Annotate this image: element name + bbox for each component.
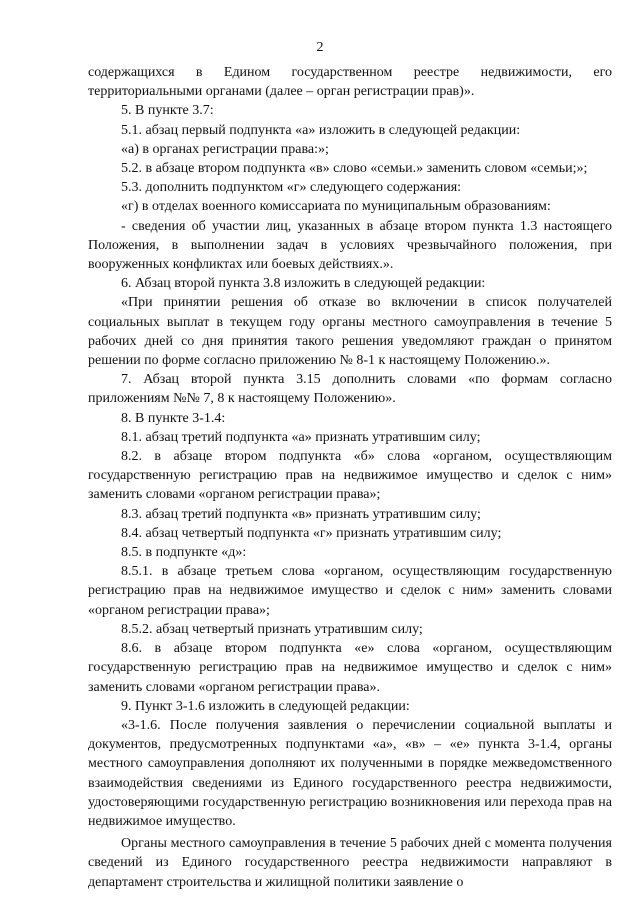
paragraph: 9. Пункт 3-1.6 изложить в следующей редакции:	[121, 698, 410, 714]
paragraph: «г) в отделах военного комиссариата по муниципальным образованиям:	[121, 199, 551, 215]
paragraph: 5.2. в абзаце втором подпункта «в» слово «семьи.» заменить словом «семьи;»;	[121, 161, 588, 177]
paragraph: 8. В пункте 3-1.4:	[121, 410, 226, 426]
paragraph: Органы местного самоуправления в течение 5 рабочих дней с момента получения сведений из Единого государственного реестра недвижимости направляют в департамент строительства и жилищной политики заявление о	[88, 836, 612, 890]
paragraph: 8.3. абзац третий подпункта «в» признать утратившим силу;	[121, 506, 481, 522]
paragraph: 6. Абзац второй пункта 3.8 изложить в следующей редакции:	[121, 276, 486, 292]
paragraph: содержащихся в Едином государственном реестре недвижимости, его территориальными органами (далее – орган регистрации прав)».	[88, 65, 612, 100]
paragraph: «а) в органах регистрации права:»;	[121, 141, 329, 157]
paragraph: 8.5.2. абзац четвертый признать утратившим силу;	[121, 621, 423, 637]
paragraph: 5. В пункте 3.7:	[121, 103, 214, 119]
paragraph: 8.5. в подпункте «д»:	[121, 545, 247, 561]
paragraph: 5.3. дополнить подпунктом «г» следующего содержания:	[121, 180, 462, 196]
paragraph: «При принятии решения об отказе во включении в список получателей социальных выплат в текущем году органы местного самоуправления в течение 5 рабочих дней со дня принятия такого решения уведомляют граждан о принятом решении по форме согласно приложению № 8-1 к настоящему Положению.».	[88, 295, 612, 369]
paragraph: 5.1. абзац первый подпункта «а» изложить в следующей редакции:	[121, 122, 521, 138]
paragraph: «3-1.6. После получения заявления о перечислении социальной выплаты и документов, предусмотренных подпунктами «а», «в» – «е» пункта 3-1.4, органы местного самоуправления дополняют их полученными в порядке межведомственного взаимодействия сведениями из Единого государственного реестра недвижимости, удостоверяющими государственную регистрацию возникновения или перехода прав на недвижимое имущество.	[88, 717, 612, 829]
paragraph: 8.4. абзац четвертый подпункта «г» признать утратившим силу;	[121, 525, 502, 541]
page-number: 2	[316, 40, 324, 55]
paragraph: 7. Абзац второй пункта 3.15 дополнить словами «по формам согласно приложениям №№ 7, 8 к настоящему Положению».	[88, 372, 612, 407]
paragraph: 8.5.1. в абзаце третьем слова «органом, осуществляющим государственную регистрацию прав на недвижимое имущество и сделок с ним» заменить словами «органом регистрации права»;	[88, 564, 612, 618]
document-body	[88, 63, 612, 892]
paragraph: 8.6. в абзаце втором подпункта «е» слова «органом, осуществляющим государственную регистрацию прав на недвижимое имущество и сделок с ним» заменить словами «органом регистрации права».	[88, 641, 612, 695]
paragraph: 8.2. в абзаце втором подпункта «б» слова «органом, осуществляющим государственную регистрацию прав на недвижимое имущество и сделок с ним» заменить словами «органом регистрации права»;	[88, 449, 612, 503]
paragraph: 8.1. абзац третий подпункта «а» признать утратившим силу;	[121, 429, 481, 445]
paragraph: - сведения об участии лиц, указанных в абзаце втором пункта 1.3 настоящего Положения, в выполнении задач в условиях чрезвычайного положения, при вооруженных конфликтах или боевых действиях.».	[88, 218, 612, 273]
